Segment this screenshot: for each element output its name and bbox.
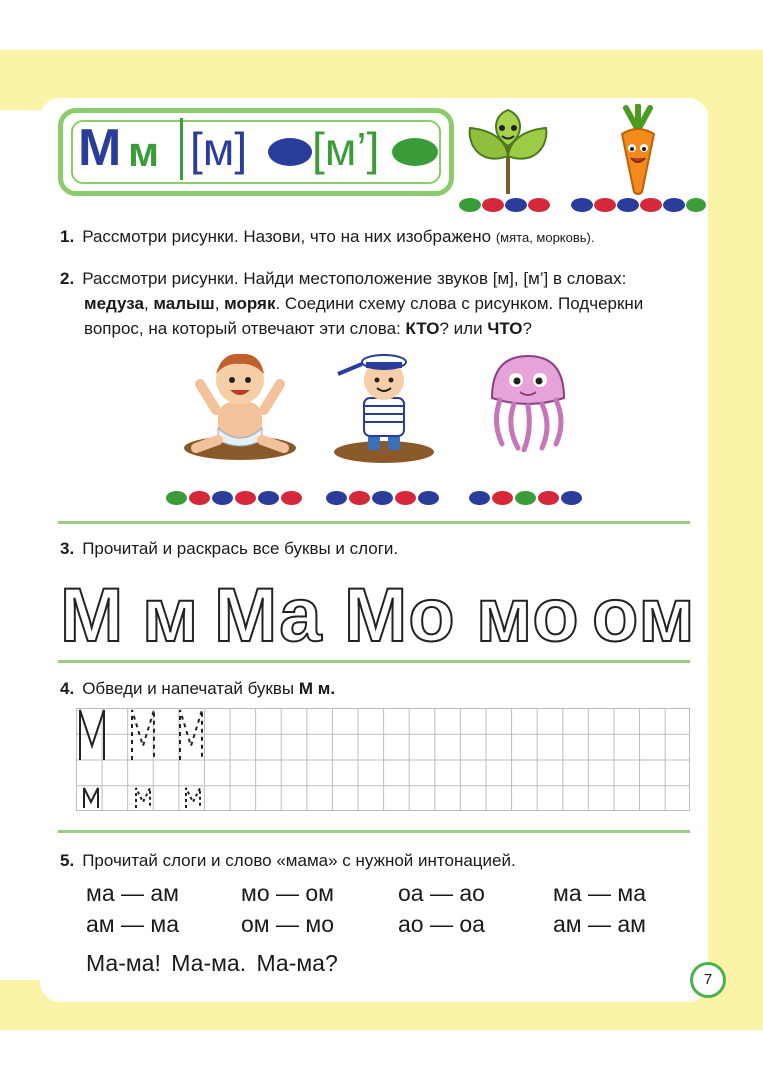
coloring-syllable-mo-upper[interactable]: Мо	[344, 573, 456, 658]
sailor-icon	[332, 340, 436, 464]
separator: ,	[143, 294, 154, 313]
carrot-icon	[606, 104, 670, 196]
section-divider	[58, 660, 690, 663]
task-text: Рассмотри рисунки. Назови, что на них изображено	[82, 227, 492, 246]
task-number: 5.	[60, 851, 75, 870]
task-5	[60, 848, 516, 873]
task-text-line3: вопрос, на который отвечают эти слова:	[84, 319, 401, 338]
task-hint: (мята, морковь).	[495, 230, 595, 245]
coloring-syllable-mo[interactable]: мо	[476, 573, 580, 658]
task-text-line1: Рассмотри рисунки. Найди местоположение звуков [м], [м’] в словах:	[82, 269, 627, 288]
coloring-syllable-om[interactable]: ом	[592, 573, 696, 658]
coloring-letter-M[interactable]: М	[60, 573, 125, 658]
question-mark: ?	[522, 319, 532, 338]
question-who[interactable]: КТО	[405, 319, 440, 338]
header-separator	[180, 118, 183, 180]
word-meduza: медуза	[84, 294, 144, 313]
jellyfish-icon	[482, 352, 574, 452]
coloring-letter-m[interactable]: м	[142, 573, 200, 658]
task-number: 1.	[60, 227, 75, 246]
task-4	[60, 676, 335, 701]
word-mama-intonations: Ма-ма! Ма-ма. Ма-ма?	[86, 950, 338, 976]
task-text: Обведи и напечатай буквы	[82, 679, 295, 698]
question-what[interactable]: ЧТО	[487, 319, 523, 338]
letter-tracing-samples	[76, 708, 216, 811]
hard-sound-oval	[268, 138, 312, 166]
section-divider	[58, 830, 690, 833]
task-2	[60, 266, 700, 341]
soft-sound-oval	[392, 138, 438, 166]
syllable-pair: ам — ам	[553, 911, 646, 937]
phoneme-soft: [м’]	[312, 123, 380, 175]
task-text-line2: . Соедини схему слова с рисунком. Подчеркни	[275, 294, 644, 313]
syllable-pair: ом — мо	[241, 911, 334, 937]
phoneme-hard: [м]	[190, 123, 248, 175]
task-text: Прочитай и раскрась все буквы и слоги.	[82, 539, 399, 558]
upper-letter: М	[78, 119, 122, 177]
syllable-pair: мо — ом	[241, 880, 334, 906]
section-divider	[58, 521, 690, 524]
syllable-pair: ао — оа	[398, 911, 485, 937]
page-number: 7	[690, 962, 726, 998]
baby-icon	[182, 344, 298, 462]
syllable-pair: ма — ам	[86, 880, 179, 906]
task-text: Прочитай слоги и слово «мама» с нужной интонацией.	[82, 851, 516, 870]
syllable-pair: ам — ма	[86, 911, 179, 937]
mint-icon	[462, 106, 554, 196]
syllable-pair: оа — ао	[398, 880, 485, 906]
coloring-syllable-ma[interactable]: Ма	[214, 573, 323, 658]
task-number: 3.	[60, 539, 75, 558]
question-separator: ? или	[439, 319, 483, 338]
word-malysh: малыш	[153, 294, 215, 313]
task-letters: М м.	[298, 679, 336, 698]
separator: ,	[214, 294, 225, 313]
task-3	[60, 536, 398, 561]
lower-letter: м	[128, 128, 160, 175]
right-border-band	[708, 50, 763, 1030]
syllable-pair: ма — ма	[553, 880, 646, 906]
word-moryak: моряк	[224, 294, 276, 313]
task-1	[60, 224, 595, 250]
task-number: 2.	[60, 269, 75, 288]
task-number: 4.	[60, 679, 75, 698]
